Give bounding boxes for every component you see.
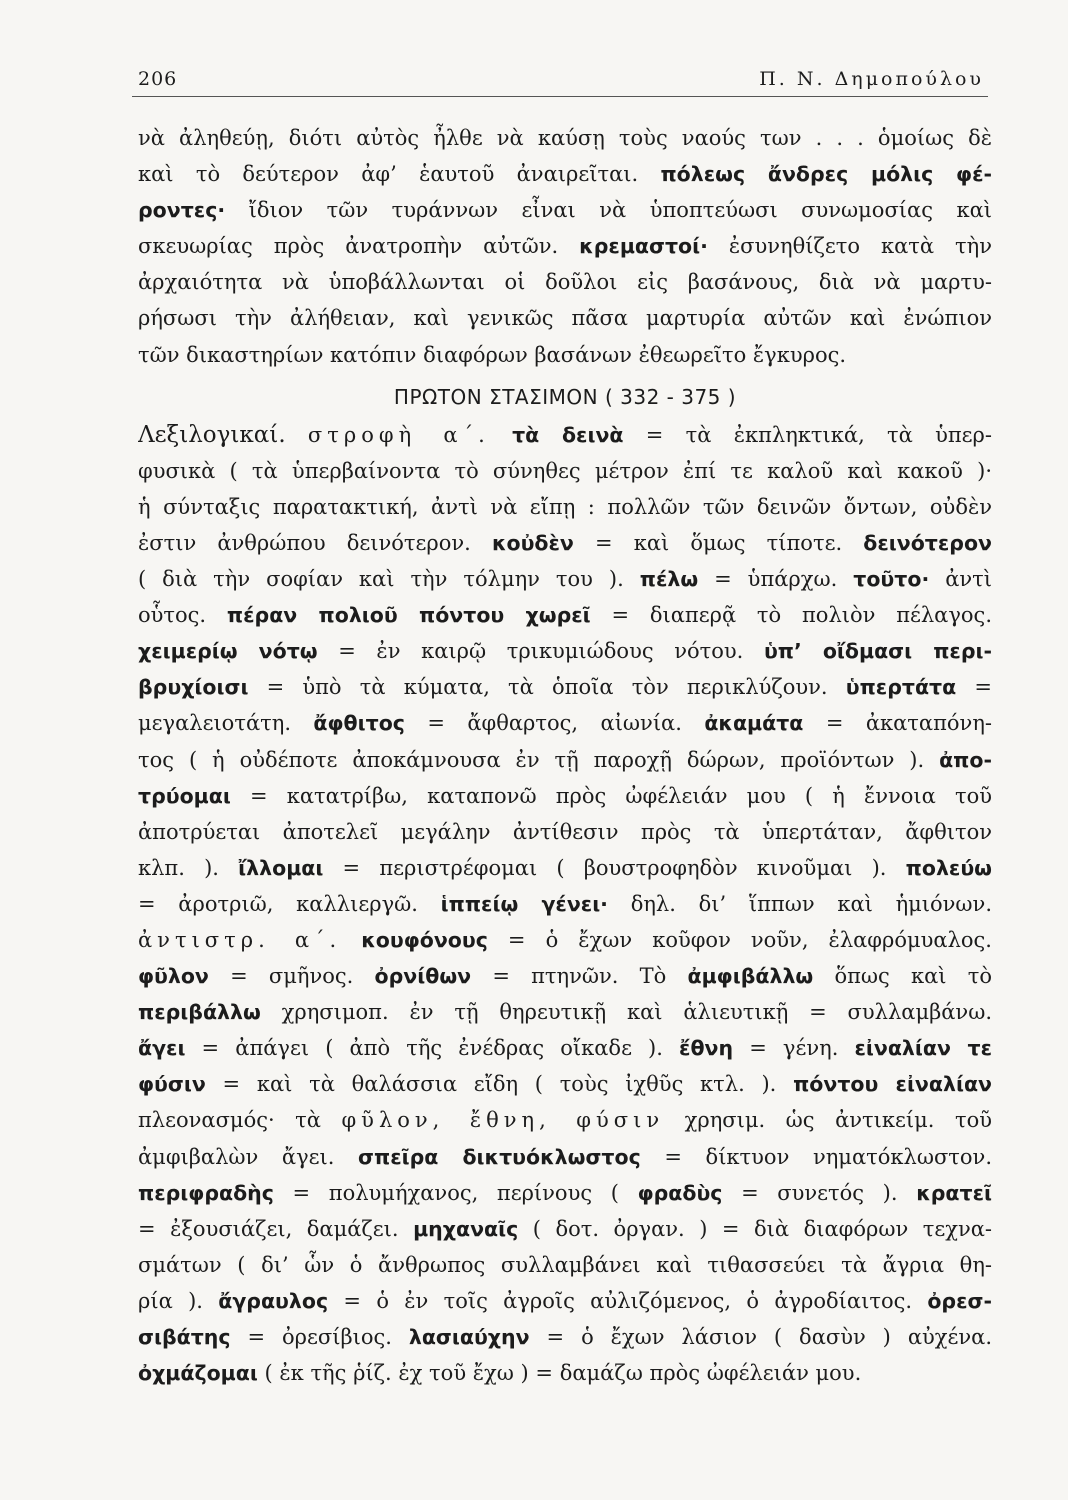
gloss-text: χρησιμοπ. ἐν τῇ θηρευτικῇ καὶ ἁλιευτικῇ = συλλαμβάνω. [260,1000,992,1025]
text-line [138,1066,992,1102]
lemma: ὀρνίθων [374,964,472,989]
gloss-text: = ἄφθαρτος, αἰωνία. [404,711,705,736]
section-label: Λεξιλογικαί. [138,421,286,448]
text-line [138,669,992,705]
lemma: ἱππείῳ γένει· [440,891,608,916]
lemma: ὑπ’ οἴδμασι περι- [763,639,992,664]
text-line [138,1139,992,1175]
gloss-text [490,423,512,447]
gloss-text: δηλ. δι’ ἵππων καὶ ἡμιόνων. [607,891,992,916]
gloss-text: μεγαλειοτάτη. [138,711,314,736]
lemma: πέραν πολιοῦ πόντου χωρεῖ [226,603,591,628]
text-line [138,886,992,922]
gloss-text: = σμῆνος. [208,964,375,989]
lemma: πέλω [639,567,699,592]
gloss-text: καὶ τὸ δεύτερον ἀφ’ ἑαυτοῦ ἀναιρεῖται. [138,162,661,187]
gloss-text: = [956,675,992,700]
text-line [138,1211,992,1247]
gloss-text: κλπ. ). [138,855,239,880]
gloss-text: = καὶ τὰ θαλάσσια εἴδη ( τοὺς ἰχθῦς κτλ. ). [205,1072,794,1097]
text-line [138,922,992,958]
lemma: τοῦτο· [853,567,930,592]
gloss-text: πλεονασμός· τὰ [138,1108,342,1133]
lemma: κουφόνους [361,927,488,952]
gloss-text: σμάτων ( δι’ ὧν ὁ ἄνθρωπος συλλαμβάνει καὶ τιθασσεύει τὰ ἄγρια θη- [138,1252,992,1277]
gloss-text: ( διὰ τὴν σοφίαν καὶ τὴν τόλμην του ). [138,567,640,592]
spaced-text: φῦλον, ἔθνη, φύσιν [341,1108,665,1133]
page-header [132,62,988,97]
gloss-text: = δίκτυον νηματόκλωστον. [640,1144,992,1169]
lemma: βρυχίοισι [138,675,249,700]
lemma: ὀχμάζομαι [138,1361,258,1386]
gloss-text: ἐστιν ἀνθρώπου δεινότερον. [138,530,492,555]
gloss-text: = κατατρίβω, καταπονῶ πρὸς ὠφέλειάν μου ( ἡ ἔννοια τοῦ [230,783,992,808]
text-line [138,525,992,561]
lemma: κρατεῖ [916,1180,992,1205]
gloss-text: ἀντὶ [929,567,992,592]
gloss-text: = συνετός ). [722,1180,917,1205]
gloss-text: χρησιμ. ὡς ἀντικείμ. τοῦ [664,1108,992,1133]
text-line [138,958,992,994]
gloss-text: = ὁ ἔχων κοῦφον νοῦν, ἐλαφρόμυαλος. [487,927,992,952]
page-number: 206 [138,68,178,90]
text-line [138,192,992,228]
page-body [138,120,992,1391]
lemma: κρεμαστοί· [579,234,708,259]
gloss-text: = ὀρεσίβιος. [230,1325,409,1349]
gloss-text: = ἐξουσιάζει, δαμάζει. [138,1216,414,1241]
spaced-text: στροφὴ α΄. [307,422,490,447]
text-line [138,994,992,1030]
gloss-text: = ἀπάγει ( ἀπὸ τῆς ἐνέδρας οἴκαδε ). [185,1036,680,1061]
lemma: ἴλλομαι [238,855,324,880]
gloss-text: = ὁ ἔχων λάσιον ( δασὺν ) αὐχένα. [529,1325,992,1349]
lemma: φύσιν [138,1072,206,1097]
lemma: μηχαναῖς [413,1216,519,1241]
text-line [138,778,992,814]
gloss-text: σκευωρίας πρὸς ἀνατροπὴν αὐτῶν. [138,234,580,259]
lemma: ἄγραυλος [218,1288,329,1313]
text-line [138,814,992,850]
gloss-text: = τὰ ἐκπληκτικά, τὰ ὑπερ- [623,422,992,447]
gloss-text: νὰ ἀληθεύῃ, διότι αὐτὸς ἦλθε νὰ καύσῃ τοὺς ναούς των . . . ὁμοίως δὲ [138,126,992,150]
lemma: ὀρεσ- [927,1288,992,1313]
gloss-text: = γένη. [733,1036,855,1061]
text-line [138,850,992,886]
lemma: ἔθνη [679,1036,734,1061]
text-line [138,453,992,489]
text-line [138,597,992,633]
gloss-text: τῶν δικαστηρίων κατόπιν διαφόρων βασάνων ἐθεωρεῖτο ἔγκυρος. [138,342,847,367]
lemma: πόλεως ἄνδρες μόλις φέ- [660,162,992,187]
gloss-text: φυσικὰ ( τὰ ὑπερβαίνοντα τὸ σύνηθες μέτρον ἐπί τε καλοῦ καὶ κακοῦ )· [138,458,992,483]
gloss-text: τος ( ἡ οὐδέποτε ἀποκάμνουσα ἐν τῇ παροχῇ δώρων, προϊόντων ). [138,747,940,772]
gloss-text: ἐσυνηθίζετο κατὰ τὴν [707,234,992,259]
lemma: λασιαύχην [408,1325,530,1349]
lemma: ἀπο- [939,747,992,772]
gloss-text: ρήσωσι τὴν ἀλήθειαν, καὶ γενικῶς πᾶσα μαρτυρία αὐτῶν καὶ ἐνώπιον [138,306,992,331]
text-line [138,633,992,669]
lemma: σπεῖρα δικτυόκλωστος [358,1144,641,1169]
lemma: δεινότερον [863,530,992,555]
gloss-text: = καὶ ὅμως τίποτε. [573,530,864,555]
text-line [138,156,992,192]
text-line [138,337,992,373]
gloss-text: = περιστρέφομαι ( βουστροφηδὸν κινοῦμαι ). [323,855,906,880]
text-line [138,1283,992,1319]
gloss-text: ( ἐκ τῆς ῥίζ. ἐχ τοῦ ἔχω ) = δαμάζω πρὸς ὠφέλειάν μου. [257,1361,862,1386]
lemma: ἀμφιβάλλω [687,964,814,989]
gloss-text: ἀποτρύεται ἀποτελεῖ μεγάλην ἀντίθεσιν πρὸς τὰ ὑπερτάταν, ἄφθιτον [138,819,992,844]
text-line [138,1102,992,1138]
gloss-text: = ὑπὸ τὰ κύματα, τὰ ὁποῖα τὸν περικλύζουν. [248,675,846,700]
lemma: ὑπερτάτα [845,675,957,700]
lemma: χειμερίῳ νότῳ [138,639,318,664]
text-line [138,300,992,336]
gloss-text: = πτηνῶν. Τὸ [471,964,688,989]
gloss-text: = πολυμήχανος, περίνους ( [273,1180,638,1205]
lemma: πολεύω [905,855,992,880]
lemma: περιφραδὴς [138,1180,274,1205]
lemma: σιβάτης [138,1325,231,1349]
gloss-text: ὅπως καὶ τὸ [813,964,992,989]
gloss-text: = ἐν καιρῷ τρικυμιώδους νότου. [317,639,764,664]
gloss-text: = ὁ ἐν τοῖς ἀγροῖς αὐλιζόμενος, ὁ ἀγροδίαιτος. [328,1288,928,1313]
gloss-text: ρία ). [138,1288,219,1313]
gloss-text: = ὑπάρχω. [698,567,854,592]
text-line [138,1030,992,1066]
lemma: κοὐδὲν [491,530,574,555]
gloss-text: ( δοτ. ὀργαν. ) = διὰ διαφόρων τεχνα- [518,1216,992,1241]
gloss-text: = διαπερᾷ τὸ πολιὸν πέλαγος. [590,603,992,628]
text-line [138,1319,992,1355]
text-line [138,561,992,597]
lemma: τὰ δεινὰ [512,422,624,447]
section-title: ΠΡΩΤΟΝ ΣΤΑΣΙΜΟΝ ( 332 - 375 ) [393,384,737,409]
gloss-text [341,928,361,952]
gloss-text [286,423,308,447]
text-line [138,742,992,778]
text-line [138,1247,992,1283]
gloss-text: = ἀκαταπόνη- [803,711,992,736]
running-head: Π. Ν. Δημοπούλου [759,68,984,90]
text-line [138,228,992,264]
lemma: πόντου εἰναλίαν [793,1072,992,1097]
lemma: ἄγει [138,1036,186,1061]
lemma: ἄφθιτος [313,711,405,736]
lemma: εἰναλίαν τε [854,1036,992,1061]
text-line [138,1355,992,1391]
lemma: περιβάλλω [138,1000,261,1025]
lemma: φραδὺς [637,1180,723,1205]
lemma: ροντες· [138,198,226,223]
gloss-text: οὗτος. [138,603,227,628]
lemma: ἀκαμάτα [704,711,804,736]
text-line [138,417,992,453]
lemma: τρύομαι [138,783,231,808]
text-line [138,489,992,525]
text-line [138,120,992,156]
gloss-text: ἴδιον τῶν τυράννων εἶναι νὰ ὑποπτεύωσι συνωμοσίας καὶ [225,198,992,223]
gloss-text: ἡ σύνταξις παρατακτική, ἀντὶ νὰ εἴπῃ : πολλῶν τῶν δεινῶν ὄντων, οὐδὲν [138,494,992,519]
gloss-text: ἀμφιβαλὼν ἄγει. [138,1144,359,1169]
text-line [138,705,992,741]
text-line [138,264,992,300]
lemma: φῦλον [138,964,209,989]
spaced-text: ἀντιστρ. α΄. [138,927,342,952]
gloss-text: = ἀροτριῶ, καλλιεργῶ. [138,891,441,916]
text-line [138,1175,992,1211]
gloss-text: ἀρχαιότητα νὰ ὑποβάλλωνται οἱ δοῦλοι εἰς βασάνους, διὰ νὰ μαρτυ- [138,270,992,295]
